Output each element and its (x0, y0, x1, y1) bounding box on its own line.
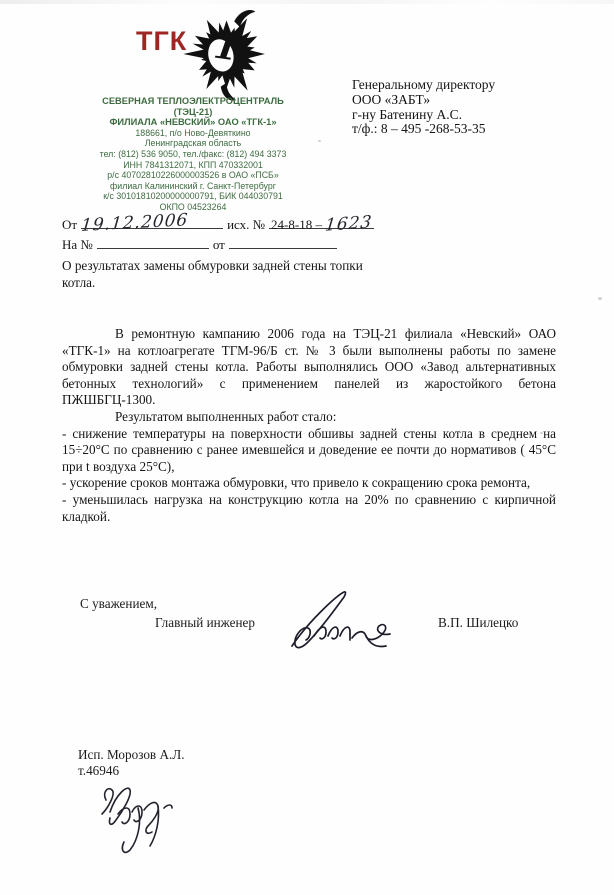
recipient-line: Генеральному директору (352, 77, 496, 92)
result-bullet: - уменьшилась нагрузка на конструкцию котла на 20% по сравнению с кирпичной кладкой. (62, 491, 556, 524)
outgoing-reference-row (62, 210, 392, 236)
letterhead-line: филиал Калининский г. Санкт-Петербург (110, 180, 276, 191)
recipient-line: ООО «ЗАБТ» (352, 91, 431, 107)
letterhead-line: ИНН 7841312071, КПП 470332001 (123, 159, 263, 170)
company-logo (130, 6, 275, 102)
footer-scribble (88, 778, 218, 860)
scan-speck (598, 297, 602, 300)
scan-artifact-top-edge (0, 0, 614, 4)
letterhead-line: СЕВЕРНАЯ ТЕПЛОЭЛЕКТРОЦЕНТРАЛЬ (102, 96, 284, 106)
handwritten-date: 19.12.2006 (80, 210, 190, 236)
outgoing-number-typed: 24-8-18 – (271, 217, 322, 232)
reply-number-underline (97, 234, 209, 249)
reply-label: На № (62, 237, 93, 252)
results-intro: Результатом выполненных работ стало: (115, 408, 337, 424)
letterhead-line: (ТЭЦ-21) (173, 106, 213, 117)
subject-line: О результатах замены обмуровки задней стены топки котла. (62, 258, 363, 290)
letterhead-line: р/с 40702810226000003526 в ОАО «ПСБ» (107, 170, 279, 181)
outgoing-number-underline (269, 212, 374, 236)
date-underline (80, 210, 223, 236)
result-bullet: - ускорение сроков монтажа обмуровки, что привело к сокращению срока ремонта, (62, 475, 531, 491)
incoming-reference-row (62, 234, 392, 254)
outgoing-label: исх. № (227, 217, 266, 232)
letterhead-line: к/с 30101810200000000791, БИК 044030791 (103, 191, 283, 202)
letterhead-block (40, 96, 346, 213)
signer-position: Главный инженер (155, 615, 255, 630)
recipient-line: т/ф.: 8 – 495 -268-53-35 (352, 121, 486, 137)
handwritten-outgoing-number: 1623 (324, 212, 374, 236)
reference-block (62, 210, 392, 291)
body-paragraph: В ремонтную кампанию 2006 года на ТЭЦ-21 филиала «Невский» ОАО «ТГК-1» на котлоагрегате ТГМ-96/Б ст. № 3 были выполнены работы по замене обмуровки задней стены котла. Работы выполнялись ООО «Завод альтернативных бетонных технологий» с применением панелей из жаростойкого бетона ПЖШБГЦ-1300. (62, 326, 556, 408)
tgk-logo-text: ТГК (136, 26, 188, 56)
executor-phone: т.46946 (78, 763, 120, 778)
executor-block (78, 747, 185, 779)
letter-body (62, 326, 556, 525)
closing-phrase: С уважением, (80, 596, 157, 611)
logo-unit-number: 1 (211, 26, 241, 70)
letterhead-line: тел: (812) 536 9050, тел./факс: (812) 494 3373 (99, 148, 287, 159)
from-label: От (62, 217, 78, 232)
letterhead-line: 188661, п/о Ново-Девяткино (135, 127, 251, 138)
signer-name: В.П. Шилецко (438, 615, 519, 630)
letterhead-line: ОКПО 04523264 (159, 201, 227, 212)
recipient-line: г-ну Батенину А.С. (352, 106, 462, 122)
result-bullet: - снижение температуры на поверхности обшивы задней стены котла в среднем на 15÷20°С по сравнению с ранее имевшейся и доведение ее почти до нормативов ( 45°С при t воздуха 25°С), (62, 425, 556, 474)
letterhead-line: Ленинградская область (144, 138, 242, 149)
letterhead-line: ФИЛИАЛА «НЕВСКИЙ» ОАО «ТГК-1» (109, 117, 277, 128)
signature-scribble (278, 588, 410, 656)
reply-from-label: от (212, 237, 225, 252)
recipient-block (352, 78, 582, 137)
reply-date-underline (229, 234, 337, 249)
executor-name: Исп. Морозов А.Л. (78, 747, 185, 762)
